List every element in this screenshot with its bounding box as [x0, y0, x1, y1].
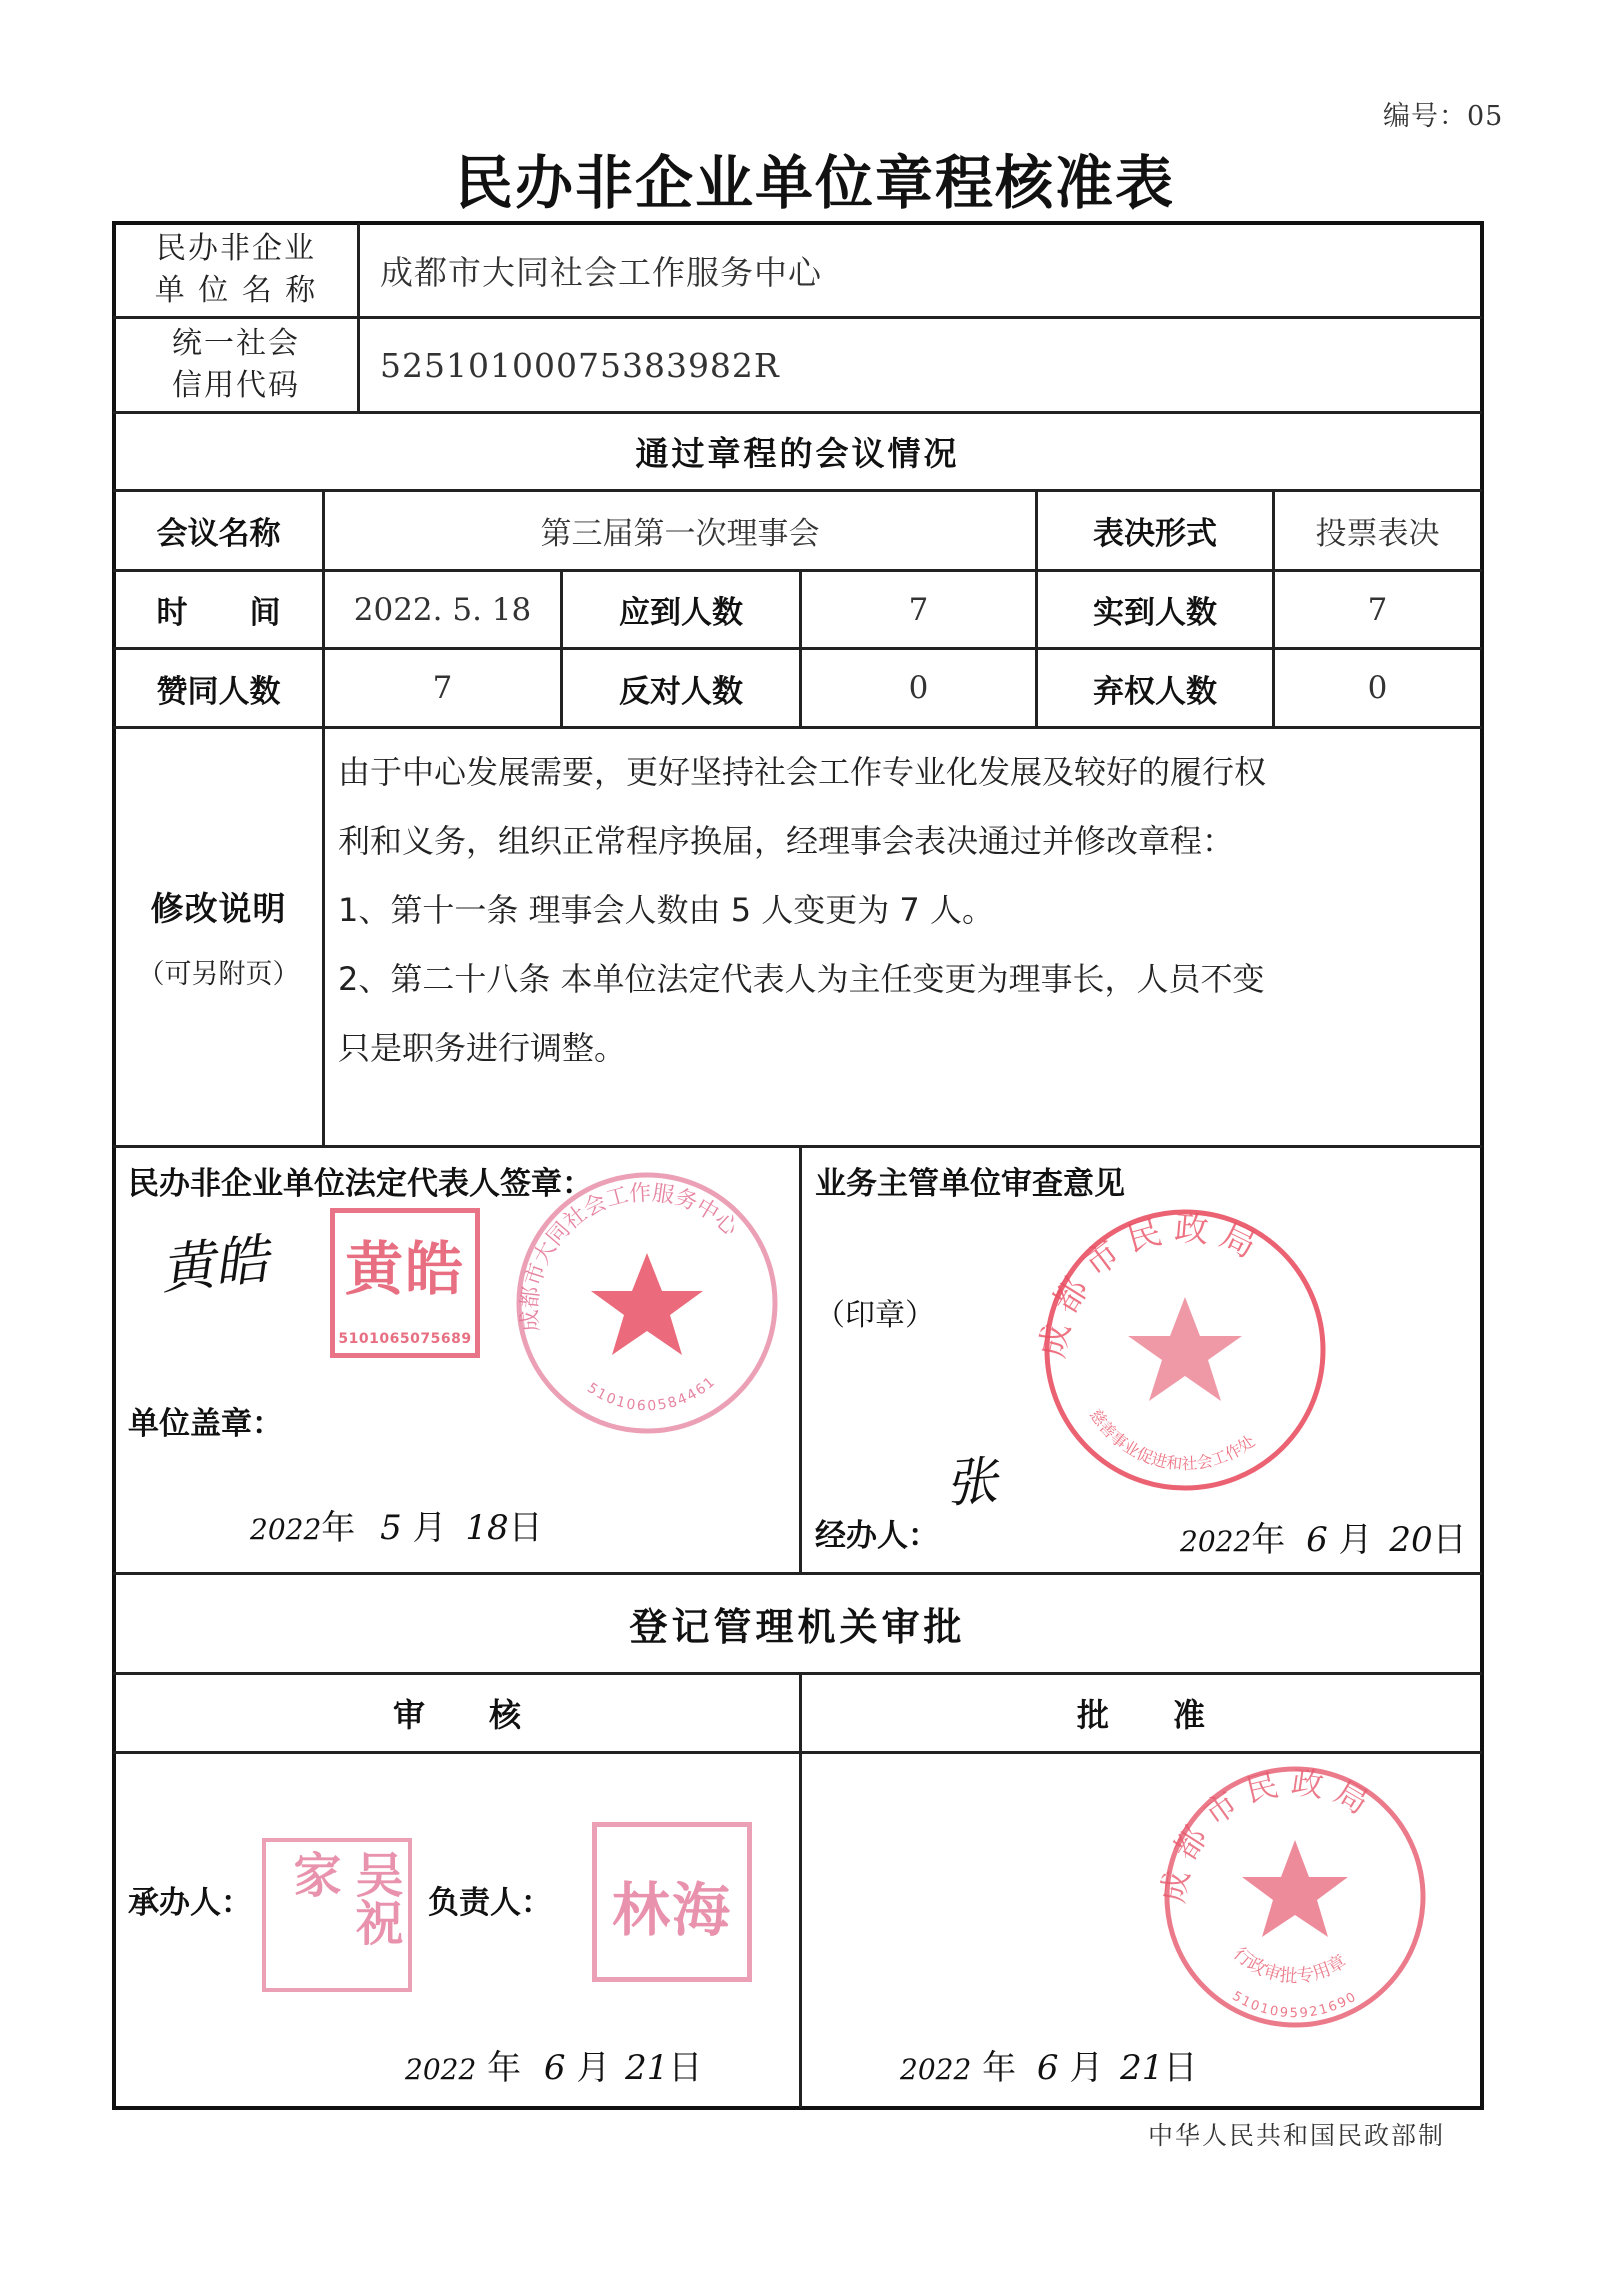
date-year: 2022 — [250, 1513, 322, 1546]
date-month-suffix: 月 — [1069, 2048, 1104, 2088]
actual-count-value: 7 — [1367, 591, 1388, 628]
date-day-suffix: 日 — [508, 1508, 543, 1548]
representative-stamp-name: 黄皓 — [344, 1235, 465, 1303]
table-border-right — [1480, 221, 1484, 2110]
serial-number: 编号：05 — [1383, 101, 1504, 132]
undertaker-stamp-name: 吴祝家 — [285, 1850, 403, 1946]
representative-label: 民办非企业单位法定代表人签章： — [128, 1166, 593, 1202]
approval-seal-text: 成都市民政局 — [1153, 1762, 1384, 1906]
row-divider — [113, 1751, 1482, 1754]
review-header: 审 核 — [392, 1696, 521, 1734]
responsible-stamp-name: 林海 — [611, 1876, 732, 1944]
vote-form-value: 投票表决 — [1315, 516, 1440, 552]
date-day: 18 — [465, 1508, 509, 1548]
supervisor-seal-inner-text: 慈善事业促进和社会工作处 — [1086, 1405, 1259, 1474]
credit-code-value: 52510100075383982R — [380, 345, 780, 385]
star-icon — [1128, 1297, 1242, 1401]
date-month: 6 — [1306, 1520, 1328, 1560]
amendment-label: 修改说明 — [150, 889, 287, 928]
unit-seal-ring — [519, 1175, 775, 1431]
credit-code-label-line2: 信用代码 — [172, 368, 300, 403]
amendment-label-cell — [115, 729, 322, 1145]
approval-seal-inner-text: 行政审批专用章 — [1229, 1943, 1351, 1988]
date-year: 2022 — [1180, 1525, 1252, 1558]
amendment-line: 2、第二十八条 本单位法定代表人为主任变更为理事长，人员不变 — [338, 960, 1265, 998]
date-year-suffix: 年 — [487, 2048, 522, 2088]
amendment-line: 1、第十一条 理事会人数由 5 人变更为 7 人。 — [338, 891, 994, 929]
approval-seal-ring — [1167, 1769, 1423, 2025]
credit-code-label-line1: 统一社会 — [172, 326, 300, 361]
date-day: 21 — [1120, 2048, 1164, 2088]
approval-seal — [1153, 1762, 1430, 2032]
date-year: 2022 — [405, 2053, 477, 2086]
unit-seal-number: 5101060584461 — [584, 1373, 720, 1415]
oppose-count-label: 反对人数 — [619, 673, 743, 710]
date-month: 6 — [1036, 2048, 1059, 2088]
date-day: 20 — [1389, 1520, 1433, 1560]
approval-seal-number: 5101095921690 — [1229, 1988, 1361, 2022]
approve-header: 批 准 — [1076, 1696, 1205, 1734]
credit-code-label — [115, 319, 357, 411]
supervisor-seal-ring — [1047, 1212, 1323, 1488]
star-icon — [1242, 1840, 1348, 1937]
amendment-line: 由于中心发展需要，更好坚持社会工作专业化发展及较好的履行权 — [338, 753, 1267, 791]
actual-count-label: 实到人数 — [1093, 595, 1217, 631]
representative-signature: 黄皓 — [157, 1227, 272, 1302]
date-month: 6 — [543, 2048, 566, 2088]
amendment-line: 利和义务，组织正常程序换届，经理事会表决通过并修改章程： — [338, 822, 1235, 860]
date-day-suffix: 日 — [1163, 2048, 1198, 2088]
issuer-footer: 中华人民共和国民政部制 — [1148, 2121, 1446, 2150]
meeting-name-label: 会议名称 — [156, 516, 281, 552]
date-month-suffix: 月 — [1338, 1520, 1373, 1560]
undertaker-stamp — [262, 1838, 412, 1992]
unit-seal — [512, 1168, 782, 1438]
page-title: 民办非企业单位章程核准表 — [454, 149, 1175, 217]
undertaker-label: 承办人： — [128, 1885, 252, 1921]
amendment-sublabel: （可另附页） — [137, 959, 300, 990]
representative-name-stamp — [330, 1208, 480, 1358]
date-month-suffix: 月 — [412, 1508, 447, 1548]
date-month: 5 — [380, 1508, 402, 1548]
supervisor-label: 业务主管单位审查意见 — [815, 1166, 1125, 1202]
expected-count-value: 7 — [908, 591, 929, 628]
supervisor-seal-text: 成都市民政局 — [1032, 1208, 1272, 1362]
meeting-time-value: 2022. 5. 18 — [353, 591, 532, 628]
handler-signature: 张 — [943, 1451, 1000, 1515]
meeting-section-title: 通过章程的会议情况 — [635, 434, 960, 473]
responsible-stamp — [592, 1822, 752, 1982]
handler-label: 经办人： — [815, 1518, 939, 1554]
responsible-label: 负责人： — [428, 1885, 552, 1921]
amendment-text — [338, 738, 1474, 1083]
date-day: 21 — [625, 2048, 669, 2088]
meeting-time-label: 时 间 — [156, 595, 281, 631]
approve-count-value: 7 — [432, 670, 453, 706]
expected-count-label: 应到人数 — [619, 595, 743, 631]
row-divider — [113, 1145, 1482, 1148]
unit-seal-text: 成都市大同社会工作服务中心 — [517, 1180, 743, 1333]
approve-date — [900, 2040, 1197, 2089]
org-name-value: 成都市大同社会工作服务中心 — [380, 252, 822, 292]
oppose-count-value: 0 — [908, 670, 929, 706]
supervisor-date — [1180, 1512, 1467, 1561]
meeting-name-value: 第三届第一次理事会 — [540, 516, 820, 552]
registration-section-title: 登记管理机关审批 — [629, 1605, 966, 1649]
date-month-suffix: 月 — [576, 2048, 611, 2088]
unit-seal-label: 单位盖章： — [128, 1406, 283, 1442]
date-year-suffix: 年 — [1251, 1520, 1286, 1560]
date-year: 2022 — [900, 2053, 972, 2086]
vote-form-label: 表决形式 — [1093, 516, 1217, 552]
supervisor-seal — [1032, 1205, 1330, 1495]
star-icon — [591, 1253, 703, 1355]
org-name-label-line1: 民办非企业 — [156, 231, 316, 266]
org-name-label — [115, 224, 357, 316]
amendment-line: 只是职务进行调整。 — [338, 1029, 627, 1067]
approve-count-label: 赞同人数 — [156, 673, 281, 710]
abstain-count-value: 0 — [1367, 670, 1388, 706]
org-name-label-line2: 单 位 名 称 — [154, 273, 318, 308]
date-year-suffix: 年 — [321, 1508, 356, 1548]
date-day-suffix: 日 — [668, 2048, 703, 2088]
supervisor-seal-label: （印章） — [815, 1298, 935, 1333]
representative-stamp-number: 5101065075689 — [338, 1331, 472, 1347]
date-day-suffix: 日 — [1432, 1520, 1467, 1560]
review-date — [405, 2040, 702, 2089]
representative-date — [250, 1500, 543, 1549]
date-year-suffix: 年 — [982, 2048, 1017, 2088]
abstain-count-label: 弃权人数 — [1093, 673, 1217, 710]
col-divider — [799, 1146, 802, 1574]
